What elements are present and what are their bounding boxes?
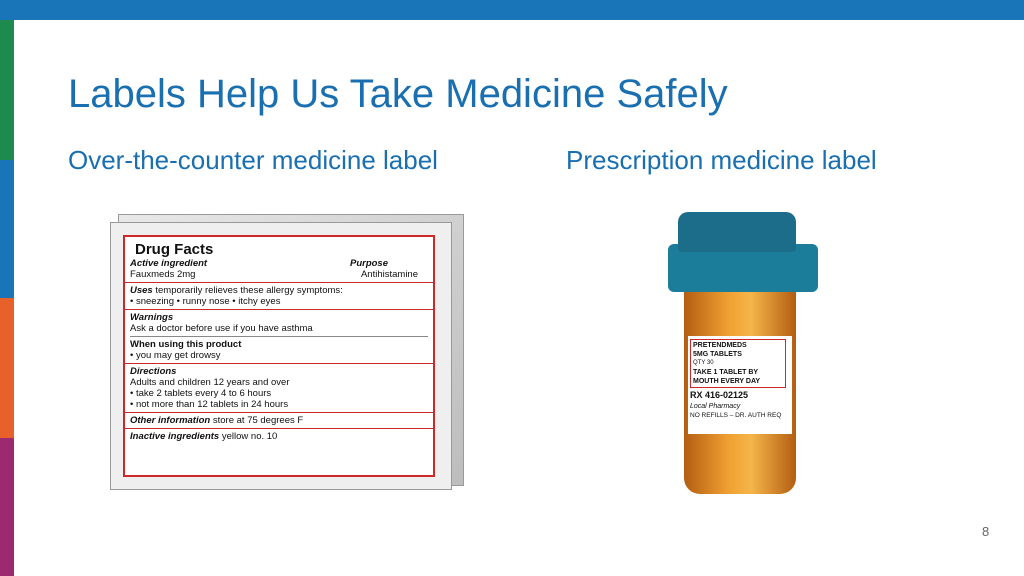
when-using-block: [130, 336, 428, 361]
rx-refills: NO REFILLS – DR. AUTH REQ: [690, 412, 782, 419]
rx-instructions-1: TAKE 1 TABLET BY: [693, 369, 759, 376]
warnings-heading: Warnings: [130, 312, 174, 323]
when-using-heading: When using this product: [130, 339, 242, 350]
drug-facts-header: [125, 237, 433, 283]
rx-strength: 5MG TABLETS: [693, 351, 742, 358]
directions-line-2: • take 2 tablets every 4 to 6 hours: [130, 388, 272, 399]
other-info-text: store at 75 degrees F: [212, 415, 304, 426]
otc-medicine-box: [110, 214, 462, 492]
uses-line: [130, 285, 428, 296]
inactive-text: yellow no. 10: [221, 431, 278, 442]
side-accent-green: [0, 20, 14, 160]
active-heading-row: [130, 258, 428, 269]
side-accent-orange: [0, 298, 14, 438]
uses-text: temporarily relieves these allergy symptoms:: [155, 285, 343, 296]
warnings-section: [125, 310, 433, 364]
page-number: 8: [982, 524, 990, 539]
active-ingredient-value: Fauxmeds 2mg: [130, 269, 196, 280]
warnings-text: Ask a doctor before use if you have asthma: [130, 323, 313, 334]
rx-quantity: QTY 30: [693, 360, 714, 366]
slide-title: Labels Help Us Take Medicine Safely: [68, 72, 728, 116]
purpose-heading: Purpose: [349, 258, 388, 269]
when-using-text: • you may get drowsy: [130, 350, 221, 361]
side-accent-purple: [0, 438, 14, 576]
rx-pharmacy: Local Pharmacy: [690, 403, 741, 410]
directions-heading: Directions: [130, 366, 177, 377]
inactive-section: [125, 429, 433, 444]
directions-line-3: • not more than 12 tablets in 24 hours: [130, 399, 289, 410]
other-info-section: [125, 413, 433, 429]
prescription-label: [688, 336, 792, 434]
purpose-value: Antihistamine: [360, 269, 418, 280]
uses-section: [125, 283, 433, 310]
rx-drug-name: PRETENDMEDS: [693, 342, 747, 349]
bottle-cap-top: [678, 212, 796, 252]
box-front: [110, 222, 452, 490]
uses-heading: Uses: [130, 285, 153, 296]
directions-line-1: Adults and children 12 years and over: [130, 377, 290, 388]
side-accent-blue: [0, 160, 14, 298]
rx-number: RX 416-02125: [690, 390, 749, 400]
drug-facts-panel: [123, 235, 435, 477]
rx-subtitle: Prescription medicine label: [566, 145, 877, 175]
drug-facts-title: Drug Facts: [135, 241, 214, 258]
rx-instructions-2: MOUTH EVERY DAY: [693, 378, 761, 385]
other-info-heading: Other information: [130, 415, 211, 426]
rx-dosage-box: [690, 339, 786, 388]
otc-subtitle: Over-the-counter medicine label: [68, 145, 438, 175]
uses-list: • sneezing • runny nose • itchy eyes: [130, 296, 281, 307]
active-value-row: [130, 269, 428, 280]
inactive-heading: Inactive ingredients: [130, 431, 220, 442]
directions-section: [125, 364, 433, 413]
prescription-bottle: [668, 212, 820, 496]
top-accent-bar: [0, 0, 1024, 20]
active-ingredient-heading: Active ingredient: [130, 258, 208, 269]
